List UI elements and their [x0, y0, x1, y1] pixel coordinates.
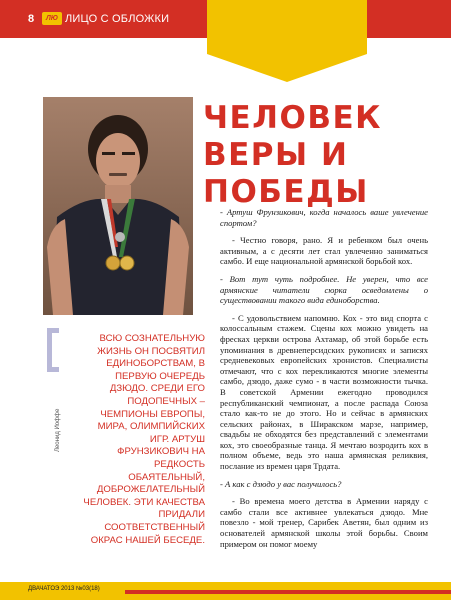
- question-2: - Вот тут чуть подробнее. Не уверен, что все армянские читатели сюрка осведомлены о существовании такого вида единоборства.: [220, 273, 428, 306]
- photo-credit: Леонид Иоффе: [55, 408, 61, 452]
- headline-line-2: ВЕРЫ И: [203, 137, 349, 173]
- headline-line-3: ПОБЕДЫ: [203, 174, 369, 210]
- answer-3: - Во времена моего детства в Армении наряду с самбо стали все активнее увлекаться дзюдо. Мне повезло - мой тренер, Сарибек Аветян, был одним из основателей армянской школы этой борьбы. Своим примером он помог моему: [220, 496, 428, 549]
- article-headline: [203, 100, 433, 211]
- headline-line-1: ЧЕЛОВЕК: [203, 100, 382, 136]
- answer-2: - С удовольствием напомню. Кох - это вид спорта с колоссальным стажем. Сцены кох можно увидеть на фресках церкви острова Ахтамар, об этой борьбе есть упоминания в древнеперсидских рукописях и записях средневековых европейских хронистов. Специалисты отмечают, что с кох перекликаются многие элементы самбо, дзюдо, даже сумо - в части возможности тычка. В советской Армении ежегодно проводился республиканский чемпионат, а после распада Союза стало как-то не до этого. Но и сейчас в армянских сельских районах, в Ширакском марзе, например, свадьбы не обходятся без представлений с элементами кох, это своеобразные танца. Я мечтаю возродить кох в полном объеме, ведь это наша армянская реликвия, послание из времен царя Трдата.: [220, 312, 428, 472]
- footer-bar: [0, 582, 451, 600]
- footer-red-stripe: [125, 590, 451, 594]
- quote-bracket-icon: [47, 328, 59, 372]
- issue-label: ДВАЧАТОЭ 2013 №03(18): [28, 586, 100, 592]
- pull-quote: ВСЮ СОЗНАТЕЛЬНУЮ ЖИЗНЬ ОН ПОСВЯТИЛ ЕДИНОБОРСТВАМ, В ПЕРВУЮ ОЧЕРЕДЬ ДЗЮДО. СРЕДИ ЕГО ПОДОПЕЧНЫХ – ЧЕМПИОНЫ ЕВРОПЫ, МИРА, ОЛИМПИЙСКИХ ИГР. АРТУШ ФРУНЗИКОВИЧ НА РЕДКОСТЬ ОБАЯТЕЛЬНЫЙ, ДОБРОЖЕЛАТЕЛЬНЫЙ ЧЕЛОВЕК. ЭТИ КАЧЕСТВА ПРИДАЛИ СООТВЕТСТВЕННЫЙ ОКРАС НАШЕЙ БЕСЕДЕ.: [83, 333, 205, 546]
- section-title: ЛИЦО С ОБЛОЖКИ: [65, 13, 170, 25]
- question-1: - Артуш Фрунзикович, когда началось ваше увлечение спортом?: [220, 207, 428, 228]
- yellow-banner-decoration: [207, 0, 367, 82]
- question-3: - А как с дзюдо у вас получилось?: [220, 478, 342, 489]
- article-body: [220, 207, 428, 556]
- page-number: 8: [28, 13, 35, 25]
- answer-1: - Честно говоря, рано. Я и ребенком был очень активным, а с десяти лет стал увлеченно заниматься самбо. И еще национальной армянской борьбой кох.: [220, 235, 428, 267]
- section-logo: ЛЮ: [42, 12, 62, 25]
- portrait-photo: [43, 97, 193, 315]
